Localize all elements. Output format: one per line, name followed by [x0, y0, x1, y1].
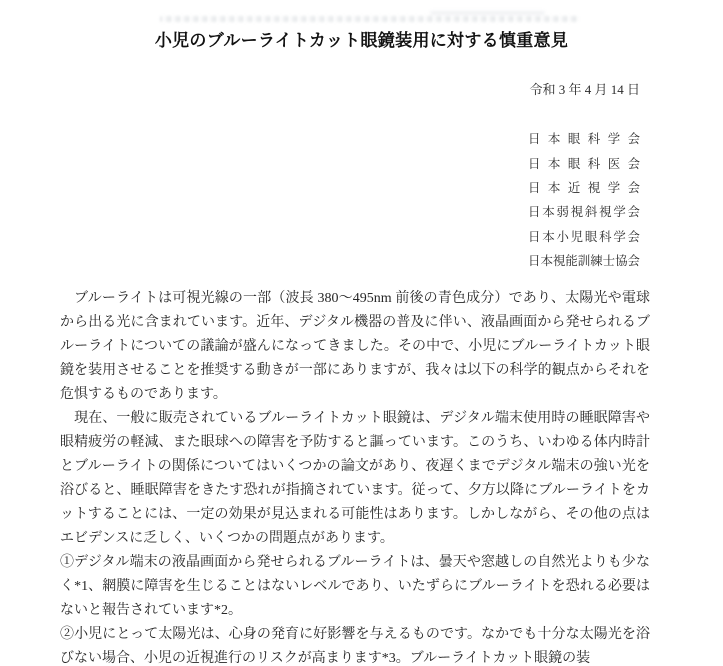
signatory-item: 日 本 視 能 訓 練 士 協 会: [528, 254, 640, 269]
paragraph-point-2: ②小児にとって太陽光は、心身の発育に好影響を与えるものです。なかでも十分な太陽光を浴びない場合、小児の近視進行のリスクが高まります*3。ブルーライトカット眼鏡の装: [60, 627, 650, 666]
scan-bleed-artifact: [160, 16, 580, 22]
paragraph-current-glasses: 現在、一般に販売されているブルーライトカット眼鏡は、デジタル端末使用時の睡眠障害や眼精疲労の軽減、また眼球への障害を予防すると謳っています。このうち、いわゆる体内時計とブルーライトの関係についてはいくつかの論文があり、夜遅くまでデジタル端末の強い光を浴びると、睡眠障害をきたす恐れが指摘されています。従って、夕方以降にブルーライトをカットすることには、一定の効果が見込まれる可能性はあります。しかしながら、その他の点はエビデンスに乏しく、いくつかの問題点があります。: [60, 411, 650, 546]
signatory-item: 日 本 眼 科 医 会: [528, 156, 640, 171]
paragraph-point-1: ①デジタル端末の液晶画面から発せられるブルーライトは、曇天や窓越しの自然光よりも少なく*1、網膜に障害を生じることはないレベルであり、いたずらにブルーライトを恐れる必要はないと報告されています*2。: [60, 555, 650, 618]
paragraph-intro: ブルーライトは可視光線の一部（波長 380～495nm 前後の青色成分）であり、太陽光や電球から出る光に含まれています。近年、デジタル機器の普及に伴い、液晶画面から発せられるブルーライトについての議論が盛んになってきました。その中で、小児にブルーライトカット眼鏡を装用させることを推奨する動きが一部にありますが、我々は以下の科学的観点からそれを危惧するものであります。: [60, 291, 650, 402]
document-body: [60, 287, 650, 666]
scan-bleed-artifact: [430, 11, 545, 15]
signatory-item: 日 本 弱 視 斜 視 学 会: [528, 205, 640, 220]
signatory-item: 日 本 近 視 学 会: [528, 180, 640, 195]
signatory-item: 日 本 小 児 眼 科 学 会: [528, 229, 640, 244]
signatory-list: [528, 126, 640, 272]
document-date: 令和 3 年 4 月 14 日: [529, 82, 640, 97]
signatory-item: 日 本 眼 科 学 会: [528, 132, 640, 147]
document-title: 小児のブルーライトカット眼鏡装用に対する慎重意見: [154, 31, 569, 50]
